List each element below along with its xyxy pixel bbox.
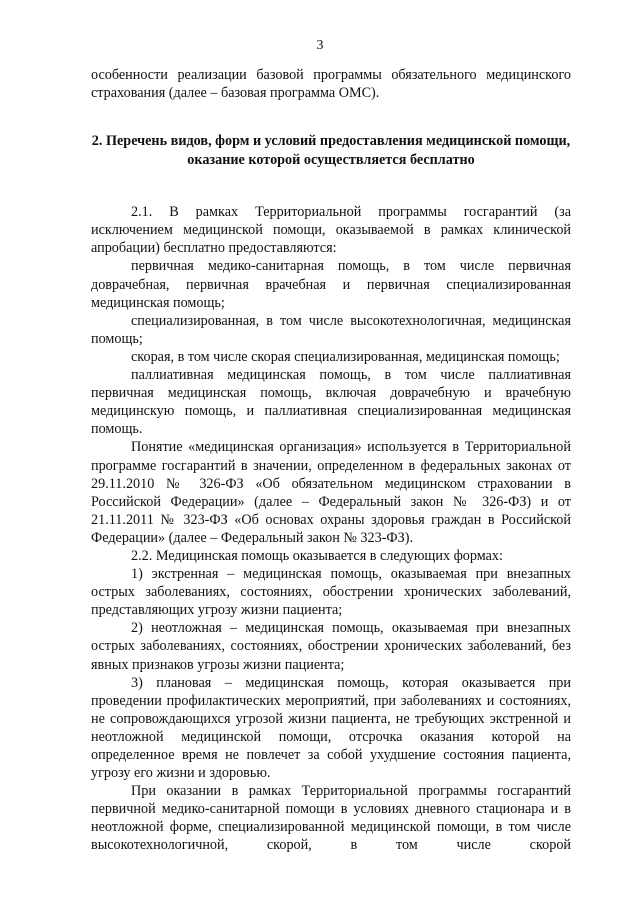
kind-palliative-care: паллиативная медицинская помощь, в том числе паллиативная первичная медицинская помощь, включая доврачебную и врачебную медицинскую помощь, и паллиативная специализированная медицинская помощь.: [91, 367, 571, 438]
form-urgent: 2) неотложная – медицинская помощь, оказываемая при внезапных острых заболеваниях, состояниях, обострении хронических заболеваний, без явных признаков угрозы жизни пациента;: [91, 620, 571, 673]
form-planned: 3) плановая – медицинская помощь, которая оказывается при проведении профилактических мероприятий, при заболеваниях и состояниях, не сопровождающихся угрозой жизни пациента, не требующих экстренной и неотложной медицинской помощи, отсрочка оказания которой на определенное время не повлечет за собой ухудшение состояния пациента, угрозу его жизни и здоровью.: [91, 674, 571, 782]
paragraph-2-1: 2.1. В рамках Территориальной программы госгарантий (за исключением медицинской помощи, оказываемой в рамках клинической апробации) бесплатно предоставляются:: [91, 204, 571, 257]
page-number: 3: [316, 38, 324, 53]
form-emergency: 1) экстренная – медицинская помощь, оказываемая при внезапных острых заболеваниях, состояниях, обострении хронических заболеваний, представляющих угрозу жизни пациента;: [91, 566, 571, 619]
final-paragraph: При оказании в рамках Территориальной программы госгарантий первичной медико-санитарной помощи в условиях дневного стационара и в неотложной форме, специализированной медицинской помощи, в том числе высокотехнологичной, скорой, в том числе скорой: [91, 783, 571, 854]
kind-primary-care: первичная медико-санитарная помощь, в том числе первичная доврачебная, первичная врачебная и первичная специализированная медицинская помощь;: [91, 258, 571, 311]
definition-paragraph: Понятие «медицинская организация» используется в Территориальной программе госгарантий в значении, определенном в федеральных законах от 29.11.2010 № 326-ФЗ «Об обязательном медицинском страховании в Российской Федерации» (далее – Федеральный закон № 326-ФЗ) и от 21.11.2011 № 323-ФЗ «Об основах охраны здоровья граждан в Российской Федерации» (далее – Федеральный закон № 323-ФЗ).: [91, 439, 571, 546]
paragraph-2-2: 2.2. Медицинская помощь оказывается в следующих формах:: [131, 547, 503, 564]
section-heading: 2. Перечень видов, форм и условий предоставления медицинской помощи, оказание которой осуществляется бесплатно: [91, 133, 571, 168]
kind-emergency-care: скорая, в том числе скорая специализированная, медицинская помощь;: [131, 348, 560, 365]
kind-specialized-care: специализированная, в том числе высокотехнологичная, медицинская помощь;: [91, 312, 571, 347]
document-body: [91, 66, 571, 855]
intro-continuation: особенности реализации базовой программы обязательного медицинского страхования (далее – базовая программа ОМС).: [91, 67, 571, 102]
